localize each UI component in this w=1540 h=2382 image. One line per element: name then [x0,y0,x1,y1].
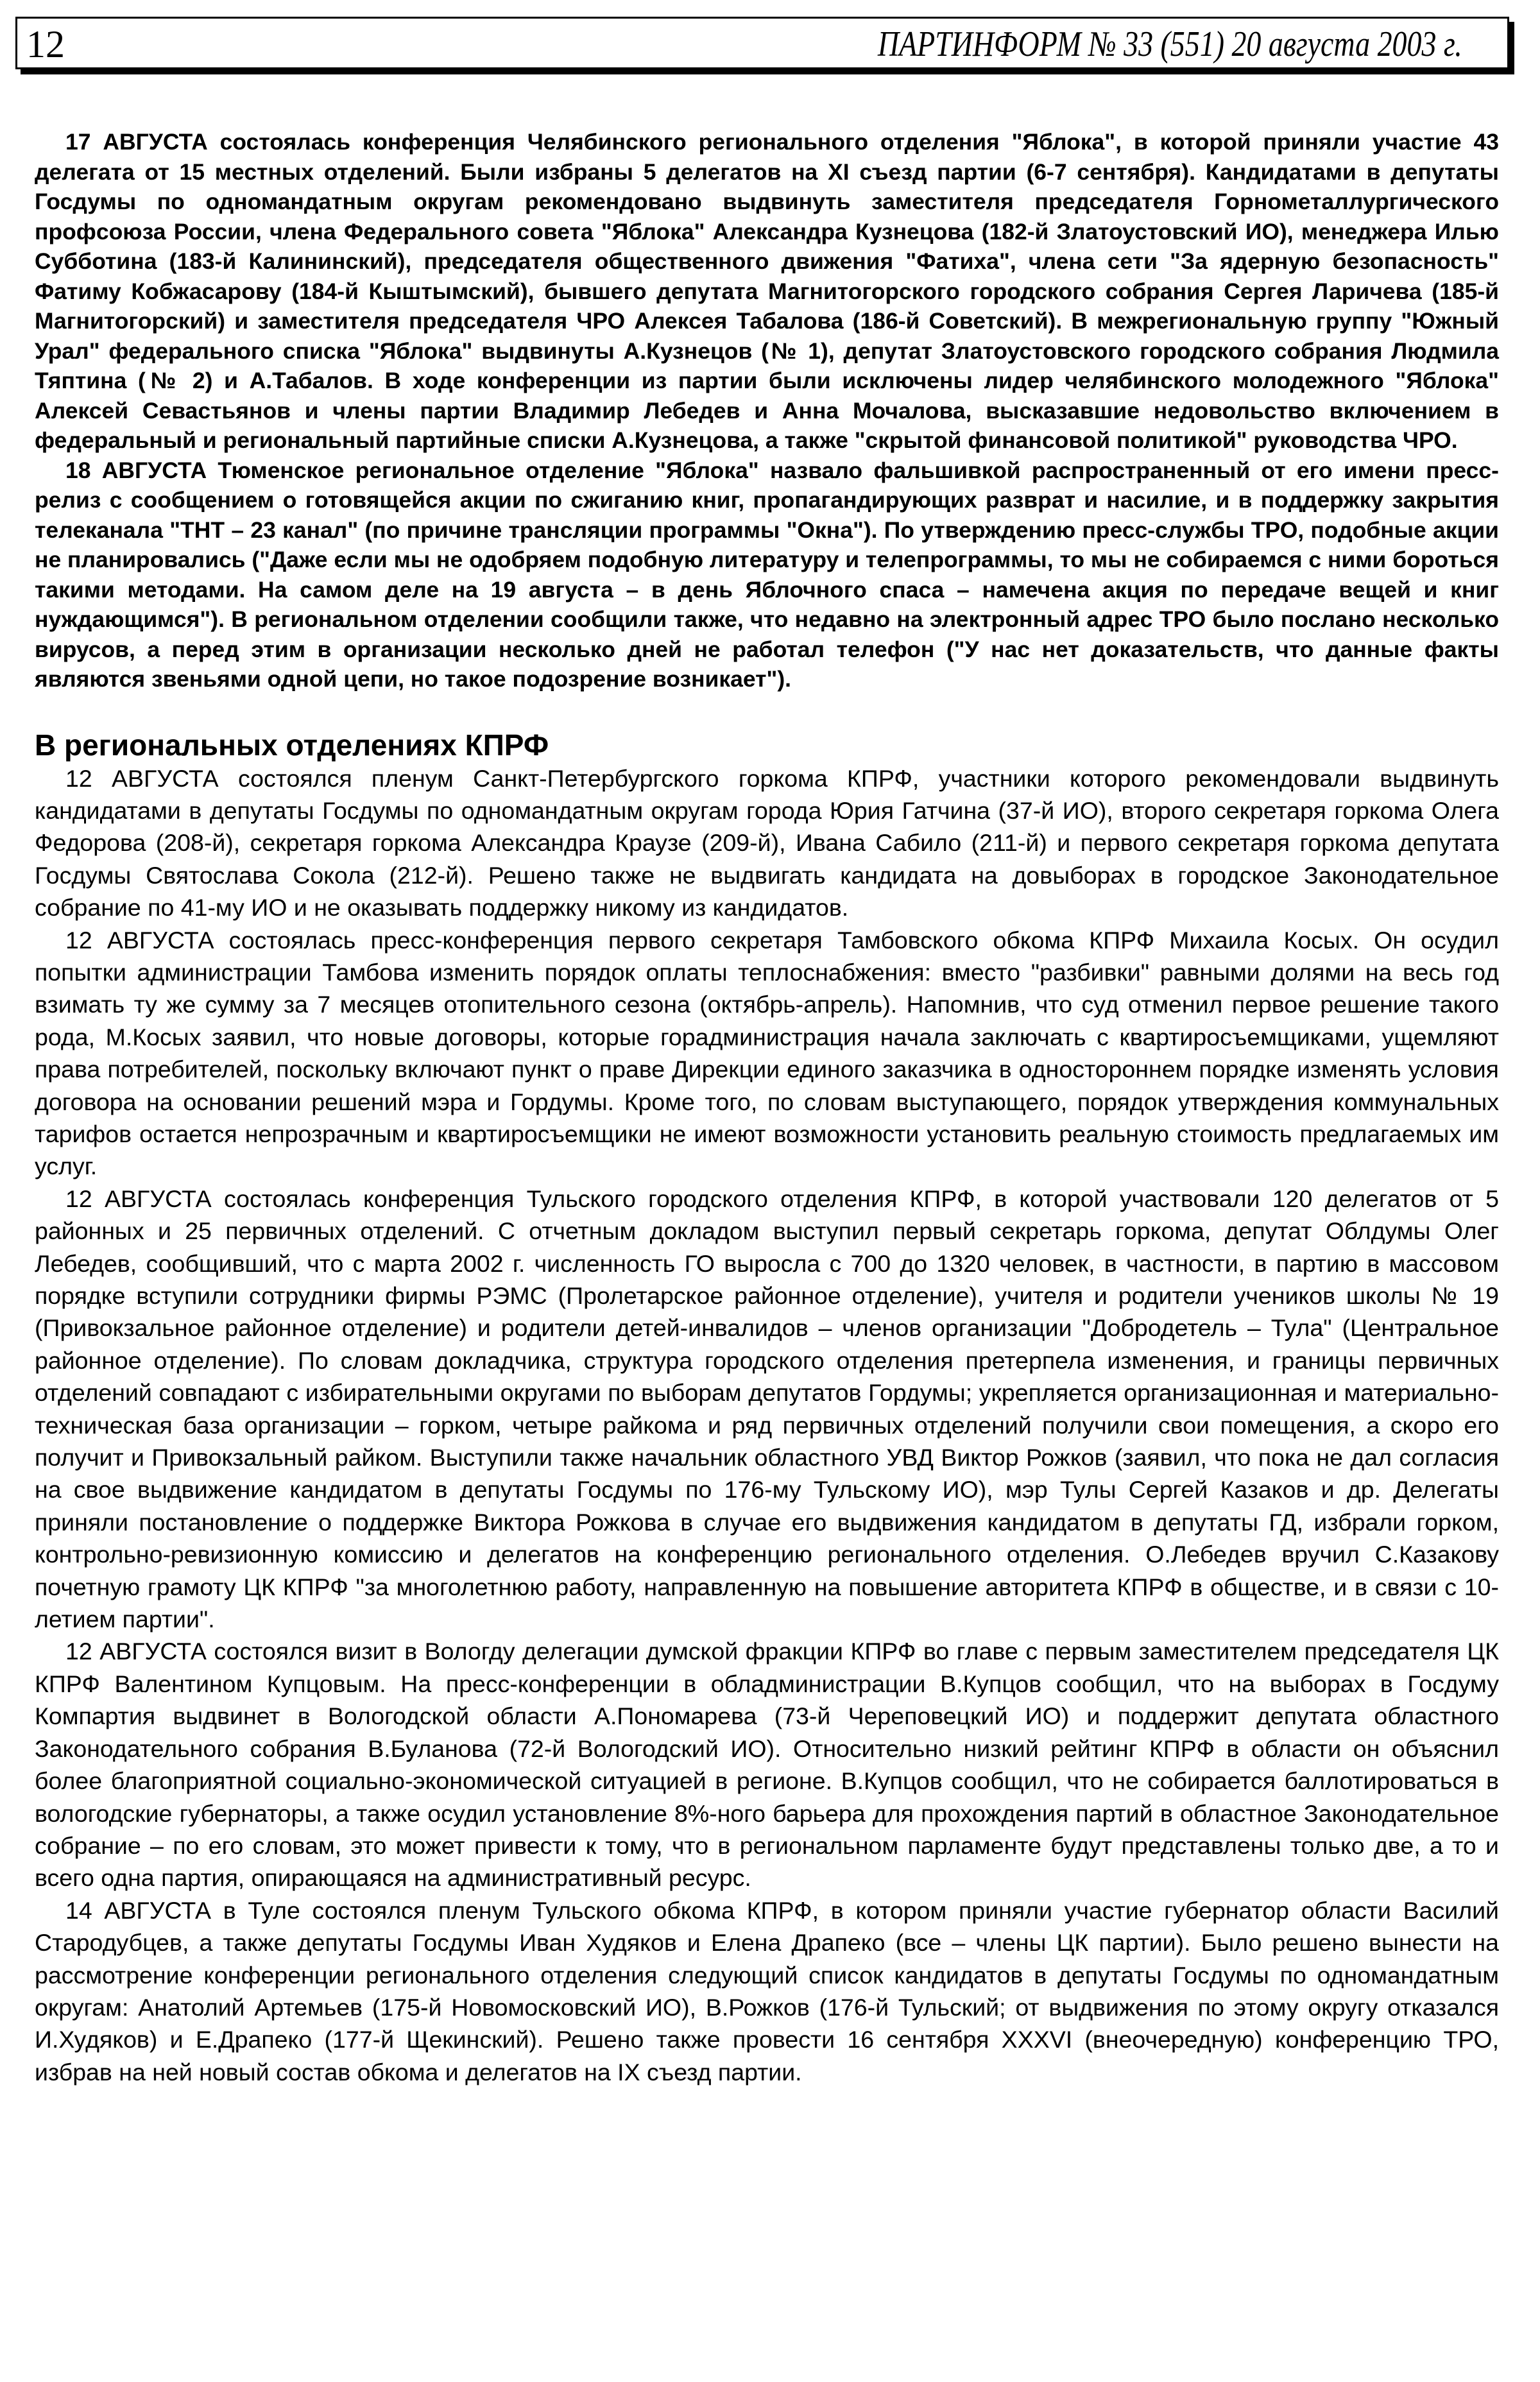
news-paragraph: 17 АВГУСТА состоялась конференция Челябинского регионального отделения "Яблока", в которой приняли участие 43 делегата от 15 местных отделений. Были избраны 5 делегатов на XI съезд партии (6-7 сентября). Кандидатами в депутаты Госдумы по одномандатным округам рекомендовано выдвинуть заместителя председателя Горнометаллургического профсоюза России, члена Федерального совета "Яблока" Александра Кузнецова (182-й Златоустовский ИО), менеджера Илью Субботина (183-й Калининский), председателя общественного движения "Фатиха", члена сети "За ядерную безопасность" Фатиму Кобжасарову (184-й Кыштымский), бывшего депутата Магнитогорского городского собрания Сергея Ларичева (185-й Магнитогорский) и заместителя председателя ЧРО Алексея Табалова (186-й Советский). В межрегиональную группу "Южный Урал" федерального списка "Яблока" выдвинуты А.Кузнецов (№ 1), депутат Златоустовского городского собрания Людмила Тяптина (№ 2) и А.Табалов. В ходе конференции из партии были исключены лидер челябинского молодежного "Яблока" Алексей Севастьянов и члены партии Владимир Лебедев и Анна Мочалова, высказавшие недовольство включением в федеральный и региональный партийные списки А.Кузнецова, а также "скрытой финансовой политикой" руководства ЧРО. [35,129,1499,453]
kprf-news [35,762,1499,2089]
news-paragraph: 12 АВГУСТА состоялась конференция Тульского городского отделения КПРФ, в которой участвовали 120 делегатов от 5 районных и 25 первичных отделений. С отчетным докладом выступил первый секретарь горкома, депутат Облдумы Олег Лебедев, сообщивший, что с марта 2002 г. численность ГО выросла с 700 до 1320 человек, в частности, в партию в массовом порядке вступили сотрудники фирмы РЭМС (Пролетарское районное отделение), учителя и родители учеников школы № 19 (Привокзальное районное отделение) и родители детей-инвалидов – членов организации "Добродетель – Тула" (Центральное районное отделение). По словам докладчика, структура городского отделения претерпела изменения, и границы первичных отделений совпадают с избирательными округами по выборам депутатов Гордумы; укрепляется организационная и материально-техническая база организации – горком, четыре райкома и ряд первичных отделений получили свои помещения, а скоро его получит и Привокзальный райком. Выступили также начальник областного УВД Виктор Рожков (заявил, что пока не дал согласия на свое выдвижение кандидатом в депутаты Госдумы по 176-му Тульскому ИО), мэр Тулы Сергей Казаков и др. Делегаты приняли постановление о поддержке Виктора Рожкова в случае его выдвижения кандидатом в депутаты ГД, избрали горком, контрольно-ревизионную комиссию и делегатов на конференцию регионального отделения. О.Лебедев вручил С.Казакову почетную грамоту ЦК КПРФ "за многолетнюю работу, направленную на повышение авторитета КПРФ в обществе, и в связи с 10-летием партии". [35,1185,1499,1633]
publication-title: ПАРТИНФОРМ № 33 (551) 20 августа 2003 г. [878,24,1462,64]
news-paragraph: 18 АВГУСТА Тюменское региональное отделение "Яблока" назвало фальшивкой распространенный от его имени пресс-релиз с сообщением о готовящейся акции по сжиганию книг, пропагандирующих разврат и насилие, и в поддержку закрытия телеканала "ТНТ – 23 канал" (по причине трансляции программы "Окна"). По утверждению пресс-службы ТРО, подобные акции не планировались ("Даже если мы не одобряем подобную литературу и телепрограммы, то мы не собираемся с ними бороться такими методами. На самом деле на 19 августа – в день Яблочного спаса – намечена акция по передаче вещей и книг нуждающимся"). В региональном отделении сообщили также, что недавно на электронный адрес ТРО было послано несколько вирусов, а перед этим в организации несколько дней не работал телефон ("У нас нет доказательств, что данные факты являются звеньями одной цепи, но такое подозрение возникает"). [35,457,1500,692]
page-number: 12 [26,23,65,65]
article-body [35,127,1499,2088]
yabloko-news [35,127,1499,694]
news-paragraph: 14 АВГУСТА в Туле состоялся пленум Тульского обкома КПРФ, в котором приняли участие губернатор области Василий Стародубцев, а также депутаты Госдумы Иван Худяков и Елена Драпеко (все – члены ЦК партии). Было решено вынести на рассмотрение конференции регионального отделения следующий список кандидатов в депутаты Госдумы по одномандатным округам: Анатолий Артемьев (175-й Новомосковский ИО), В.Рожков (176-й Тульский; от выдвижения по этому округу отказался И.Худяков) и Е.Драпеко (177-й Щекинский). Решено также провести 16 сентября XXXVI (внеочередную) конференцию ТРО, избрав на ней новый состав обкома и делегатов на IX съезд партии. [35,1896,1499,2086]
news-paragraph: 12 АВГУСТА состоялся пленум Санкт-Петербургского горкома КПРФ, участники которого рекомендовали выдвинуть кандидатами в депутаты Госдумы по одномандатным округам города Юрия Гатчина (37-й ИО), второго секретаря горкома Олега Федорова (208-й), секретаря горкома Александра Краузе (209-й), Ивана Сабило (211-й) и первого секретаря горкома депутата Госдумы Святослава Сокола (212-й). Решено также не выдвигать кандидата на довыборах в городское Законодательное собрание по 41-му ИО и не оказывать поддержку никому из кандидатов. [35,764,1499,921]
section-heading: В региональных отделениях КПРФ [35,728,549,762]
news-paragraph: 12 АВГУСТА состоялся визит в Вологду делегации думской фракции КПРФ во главе с первым заместителем председателя ЦК КПРФ Валентином Купцовым. На пресс-конференции в обладминистрации В.Купцов сообщил, что на выборах в Госдуму Компартия выдвинет в Вологодской области А.Пономарева (73-й Череповецкий ИО) и поддержит депутата областного Законодательного собрания В.Буланова (72-й Вологодский ИО). Относительно низкий рейтинг КПРФ в области он объяснил более благоприятной социально-экономической ситуацией в регионе. В.Купцов сообщил, что не собирается баллотироваться в вологодские губернаторы, а также осудил установление 8%-ного барьера для прохождения партий в областное Законодательное собрание – по его словам, это может привести к тому, что в региональном парламенте будут представлены только две, а то и всего одна партия, опирающаяся на административный ресурс. [35,1638,1499,1892]
news-paragraph: 12 АВГУСТА состоялась пресс-конференция первого секретаря Тамбовского обкома КПРФ Михаила Косых. Он осудил попытки администрации Тамбова изменить порядок оплаты теплоснабжения: вместо "разбивки" равными долями на весь год взимать ту же сумму за 7 месяцев отопительного сезона (октябрь-апрель). Напомнив, что суд отменил первое решение такого рода, М.Косых заявил, что новые договоры, которые горадминистрация начала заключать с квартиросъемщиками, ущемляют права потребителей, поскольку включают пункт о праве Дирекции единого заказчика в одностороннем порядке изменять условия договора на основании решений мэра и Гордумы. Кроме того, по словам выступающего, порядок утверждения коммунальных тарифов остается непрозрачным и квартиросъемщики не имеют возможности установить реальную стоимость предлагаемых им услуг. [35,926,1499,1180]
page-header [15,17,1509,69]
